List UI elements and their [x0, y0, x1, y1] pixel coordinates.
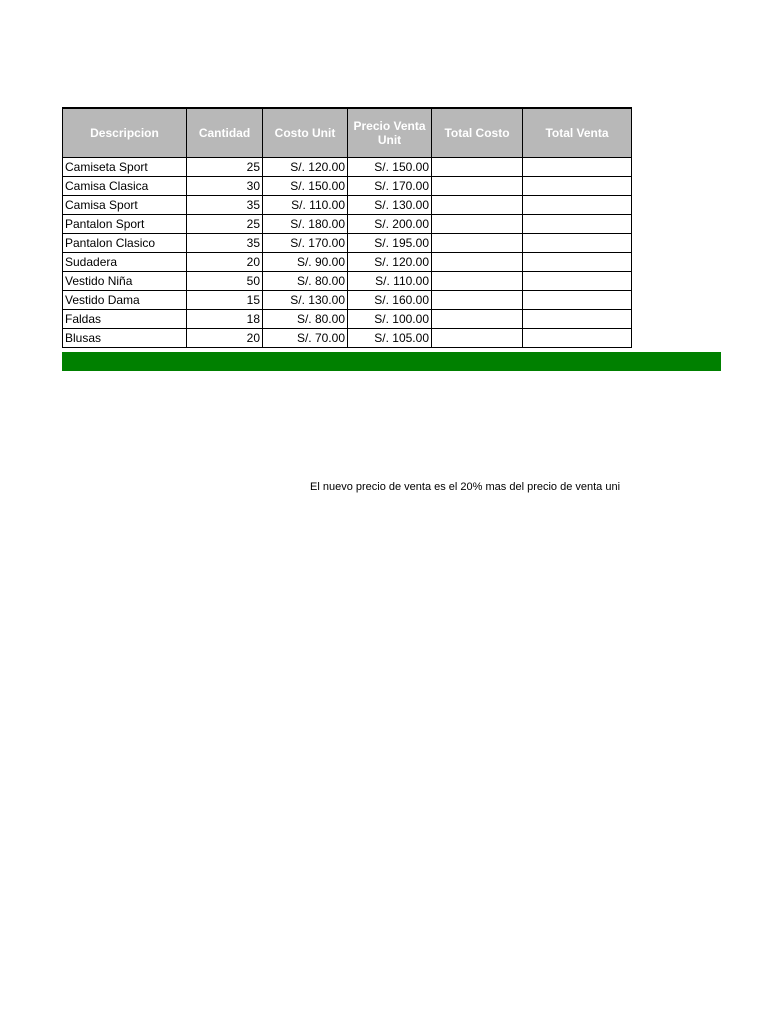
- cell-descripcion[interactable]: Pantalon Sport: [63, 215, 187, 234]
- cell-costo-unit[interactable]: S/. 80.00: [263, 272, 348, 291]
- cell-costo-unit[interactable]: S/. 110.00: [263, 196, 348, 215]
- cell-total-costo[interactable]: [432, 158, 523, 177]
- header-descripcion[interactable]: Descripcion: [63, 108, 187, 158]
- cell-cantidad[interactable]: 35: [187, 234, 263, 253]
- table-body: [63, 158, 632, 348]
- cell-descripcion[interactable]: Blusas: [63, 329, 187, 348]
- cell-total-costo[interactable]: [432, 234, 523, 253]
- cell-total-costo[interactable]: [432, 177, 523, 196]
- cell-total-venta[interactable]: [523, 253, 632, 272]
- cell-total-venta[interactable]: [523, 196, 632, 215]
- header-cantidad[interactable]: Cantidad: [187, 108, 263, 158]
- table-row: [63, 234, 632, 253]
- cell-costo-unit[interactable]: S/. 180.00: [263, 215, 348, 234]
- table-row: [63, 253, 632, 272]
- cell-precio-venta-unit[interactable]: S/. 130.00: [348, 196, 432, 215]
- cell-total-venta[interactable]: [523, 329, 632, 348]
- sales-table: [62, 107, 632, 348]
- cell-cantidad[interactable]: 25: [187, 158, 263, 177]
- cell-descripcion[interactable]: Vestido Dama: [63, 291, 187, 310]
- cell-precio-venta-unit[interactable]: S/. 200.00: [348, 215, 432, 234]
- header-precio-venta-unit[interactable]: Precio Venta Unit: [348, 108, 432, 158]
- cell-total-venta[interactable]: [523, 177, 632, 196]
- cell-total-costo[interactable]: [432, 272, 523, 291]
- table-row: [63, 215, 632, 234]
- table-row: [63, 329, 632, 348]
- header-costo-unit[interactable]: Costo Unit: [263, 108, 348, 158]
- table-row: [63, 291, 632, 310]
- table-row: [63, 158, 632, 177]
- cell-cantidad[interactable]: 20: [187, 253, 263, 272]
- cell-total-costo[interactable]: [432, 215, 523, 234]
- cell-descripcion[interactable]: Pantalon Clasico: [63, 234, 187, 253]
- note-text[interactable]: El nuevo precio de venta es el 20% mas del precio de venta uni: [310, 481, 621, 493]
- cell-costo-unit[interactable]: S/. 130.00: [263, 291, 348, 310]
- cell-precio-venta-unit[interactable]: S/. 110.00: [348, 272, 432, 291]
- header-total-venta[interactable]: Total Venta: [523, 108, 632, 158]
- cell-precio-venta-unit[interactable]: S/. 170.00: [348, 177, 432, 196]
- cell-costo-unit[interactable]: S/. 70.00: [263, 329, 348, 348]
- cell-costo-unit[interactable]: S/. 90.00: [263, 253, 348, 272]
- cell-descripcion[interactable]: Vestido Niña: [63, 272, 187, 291]
- cell-costo-unit[interactable]: S/. 170.00: [263, 234, 348, 253]
- cell-total-costo[interactable]: [432, 310, 523, 329]
- cell-total-costo[interactable]: [432, 329, 523, 348]
- cell-costo-unit[interactable]: S/. 120.00: [263, 158, 348, 177]
- cell-total-venta[interactable]: [523, 272, 632, 291]
- cell-total-venta[interactable]: [523, 291, 632, 310]
- cell-cantidad[interactable]: 35: [187, 196, 263, 215]
- cell-costo-unit[interactable]: S/. 80.00: [263, 310, 348, 329]
- table-row: [63, 272, 632, 291]
- cell-total-costo[interactable]: [432, 196, 523, 215]
- cell-costo-unit[interactable]: S/. 150.00: [263, 177, 348, 196]
- cell-precio-venta-unit[interactable]: S/. 100.00: [348, 310, 432, 329]
- cell-precio-venta-unit[interactable]: S/. 120.00: [348, 253, 432, 272]
- cell-descripcion[interactable]: Camiseta Sport: [63, 158, 187, 177]
- cell-total-costo[interactable]: [432, 291, 523, 310]
- header-row: [63, 108, 632, 158]
- cell-precio-venta-unit[interactable]: S/. 195.00: [348, 234, 432, 253]
- table-row: [63, 310, 632, 329]
- cell-precio-venta-unit[interactable]: S/. 150.00: [348, 158, 432, 177]
- cell-cantidad[interactable]: 20: [187, 329, 263, 348]
- green-bar: [62, 352, 721, 371]
- cell-total-venta[interactable]: [523, 158, 632, 177]
- cell-descripcion[interactable]: Camisa Sport: [63, 196, 187, 215]
- cell-cantidad[interactable]: 15: [187, 291, 263, 310]
- cell-total-venta[interactable]: [523, 215, 632, 234]
- cell-descripcion[interactable]: Camisa Clasica: [63, 177, 187, 196]
- cell-total-venta[interactable]: [523, 310, 632, 329]
- table-row: [63, 196, 632, 215]
- cell-precio-venta-unit[interactable]: S/. 160.00: [348, 291, 432, 310]
- cell-total-venta[interactable]: [523, 234, 632, 253]
- header-total-costo[interactable]: Total Costo: [432, 108, 523, 158]
- cell-cantidad[interactable]: 18: [187, 310, 263, 329]
- cell-descripcion[interactable]: Faldas: [63, 310, 187, 329]
- cell-total-costo[interactable]: [432, 253, 523, 272]
- cell-cantidad[interactable]: 50: [187, 272, 263, 291]
- table-row: [63, 177, 632, 196]
- cell-descripcion[interactable]: Sudadera: [63, 253, 187, 272]
- cell-cantidad[interactable]: 25: [187, 215, 263, 234]
- cell-cantidad[interactable]: 30: [187, 177, 263, 196]
- cell-precio-venta-unit[interactable]: S/. 105.00: [348, 329, 432, 348]
